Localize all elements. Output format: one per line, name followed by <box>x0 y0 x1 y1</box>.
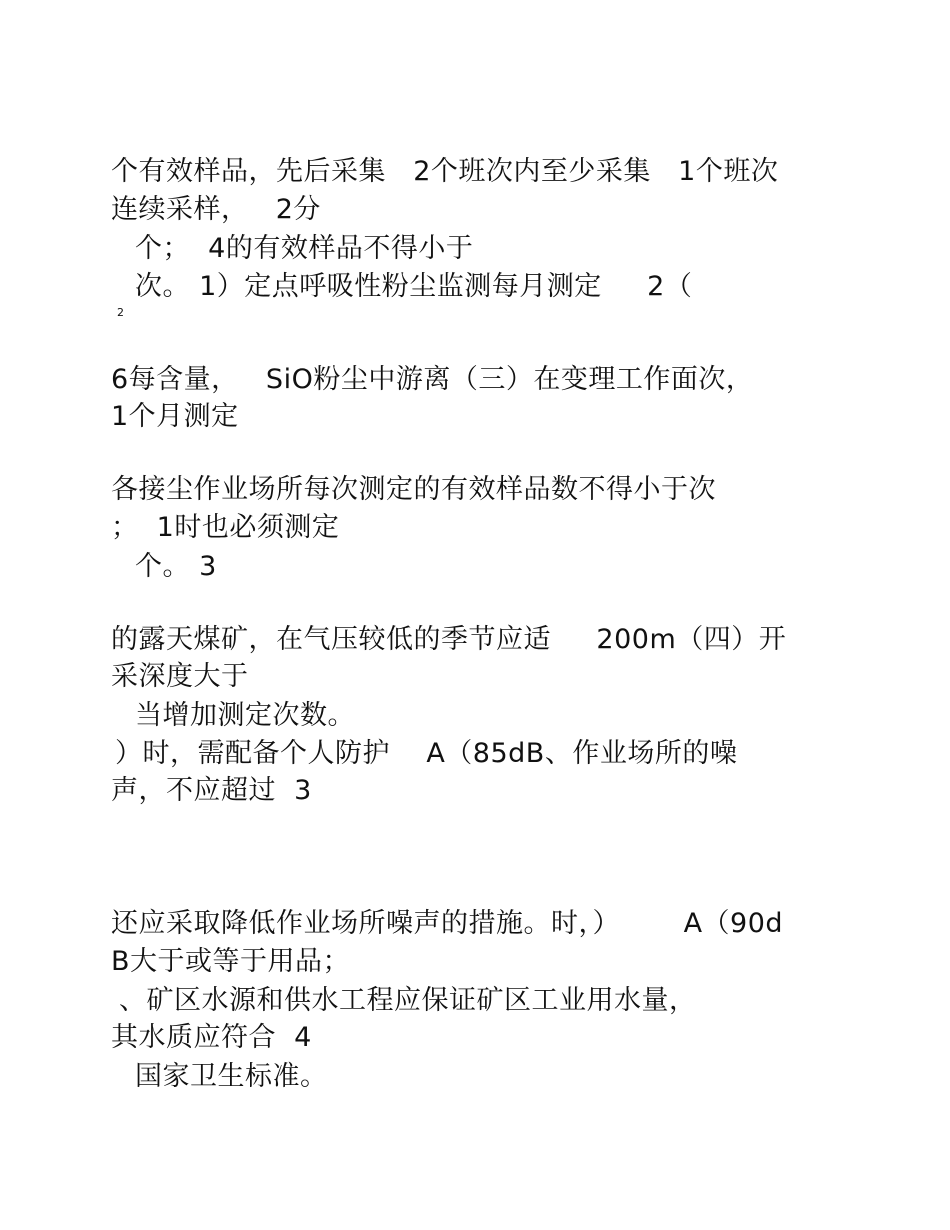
text-line-6: 1个月测定 <box>111 401 239 432</box>
text-line-16: B大于或等于用品； <box>111 946 351 977</box>
text-line-14: 声，不应超过 3 <box>111 775 312 806</box>
text-line-4: 次。 1）定点呼吸性粉尘监测每月测定 2（ <box>135 271 693 302</box>
subscript-2: 2 <box>117 306 124 319</box>
text-line-7: 各接尘作业场所每次测定的有效样品数不得小于次 <box>111 474 716 505</box>
text-line-3: 个； 4的有效样品不得小于 <box>135 233 474 264</box>
text-line-12: 当增加测定次数。 <box>135 700 355 731</box>
text-line-5: 6每含量， SiO粉尘中游离（三）在变理工作面次， <box>111 364 754 395</box>
text-line-10: 的露天煤矿，在气压较低的季节应适 200m（四）开 <box>111 624 787 655</box>
text-line-19: 国家卫生标准。 <box>135 1061 328 1092</box>
text-line-17: 、矿区水源和供水工程应保证矿区工业用水量， <box>119 985 697 1016</box>
text-line-1: 个有效样品，先后采集 2个班次内至少采集 1个班次 <box>111 156 779 187</box>
text-line-18: 其水质应符合 4 <box>111 1022 312 1053</box>
text-line-9: 个。 3 <box>135 551 217 582</box>
text-line-2: 连续采样， 2分 <box>111 194 321 225</box>
text-line-8: ； 1时也必须测定 <box>111 512 340 543</box>
text-line-11: 采深度大于 <box>111 661 249 692</box>
text-line-15: 还应采取降低作业场所噪声的措施。时，） A（90d <box>111 908 784 939</box>
text-line-13: ）时，需配备个人防护 A（85dB、作业场所的噪 <box>115 738 738 769</box>
